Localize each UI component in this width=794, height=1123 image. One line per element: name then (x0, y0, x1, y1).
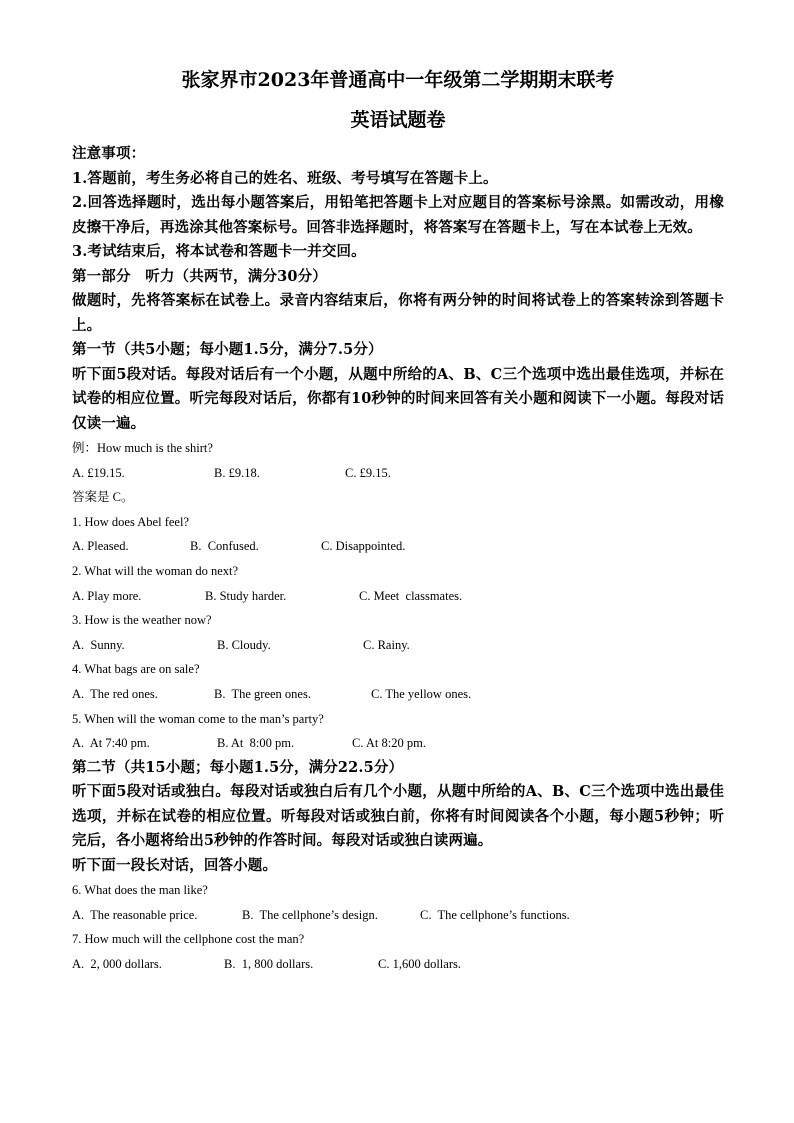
example-answer: 答案是 C。 (72, 490, 134, 505)
q6-option-b: B. The cellphone’s design. (242, 907, 378, 922)
q5-option-c: C. At 8:20 pm. (352, 736, 426, 751)
section2-intro: 听下面5段对话或独白。每段对话或独白后有几个小题，从题中所给的A、B、C三个选项中选出最佳选项，并标在试卷的相应位置。听每段对话或独白前，你将有时间阅读各个小题，每小题5秒钟；听完后，各小题将给出5秒钟的作答时间。每段对话或独白读两遍。 (72, 783, 724, 850)
notice-item-2: 2.回答选择题时，选出每小题答案后，用铅笔把答题卡上对应题目的答案标号涂黑。如需改动，用橡皮擦干净后，再选涂其他答案标号。回答非选择题时，将答案写在答题卡上，写在本试卷上无效。 (72, 194, 724, 236)
q1-option-a: A. Pleased. (72, 539, 129, 554)
exam-subtitle: 英语试题卷 (350, 109, 446, 131)
notice-item-3: 3.考试结束后，将本试卷和答题卡一并交回。 (72, 243, 366, 260)
part1-intro: 做题时，先将答案标在试卷上。录音内容结束后，你将有两分钟的时间将试卷上的答案转涂到答题卡上。 (72, 292, 724, 334)
q1-option-b: B. Confused. (190, 539, 259, 554)
q3-option-c: C. Rainy. (363, 637, 410, 652)
q4-option-a: A. The red ones. (72, 686, 158, 701)
exam-page (72, 66, 724, 977)
example-question: 例：How much is the shirt? (72, 441, 213, 455)
example-option-a: A. £19.15. (72, 465, 125, 480)
section2-block (72, 756, 724, 977)
q4-option-c: C. The yellow ones. (371, 686, 472, 701)
exam-title: 张家界市2023年普通高中一年级第二学期期末联考 (181, 69, 615, 91)
q5-option-a: A. At 7:40 pm. (72, 736, 150, 751)
part1-heading: 第一部分 听力（共两节，满分30分） (72, 267, 327, 285)
question-6-options (72, 903, 724, 928)
question-2: 2. What will the woman do next? (72, 563, 239, 578)
question-4-options (72, 682, 724, 707)
question-6: 6. What does the man like? (72, 883, 208, 898)
question-1-options (72, 534, 724, 559)
q2-option-c: C. Meet classmates. (359, 588, 463, 603)
example-options (72, 461, 724, 486)
notice-block (72, 142, 724, 265)
notice-item-1: 1.答题前，考生务必将自己的姓名、班级、考号填写在答题卡上。 (72, 169, 498, 187)
q6-option-a: A. The reasonable price. (72, 907, 198, 922)
question-3: 3. How is the weather now? (72, 613, 212, 628)
section1-intro: 听下面5段对话。每段对话后有一个小题，从题中所给的A、B、C三个选项中选出最佳选项，并标在试卷的相应位置。听完每段对话后，你都有10秒钟的时间来回答有关小题和阅读下一小题。每段对话仅读一遍。 (72, 365, 724, 432)
section2-heading: 第二节（共15小题；每小题1.5分，满分22.5分） (72, 758, 404, 776)
q4-option-b: B. The green ones. (214, 686, 311, 701)
q2-option-a: A. Play more. (72, 588, 142, 603)
question-7: 7. How much will the cellphone cost the man? (72, 932, 305, 947)
q1-option-c: C. Disappointed. (321, 539, 406, 554)
question-2-options (72, 584, 724, 609)
q3-option-a: A. Sunny. (72, 637, 125, 652)
section1-heading: 第一节（共5小题；每小题1.5分，满分7.5分） (72, 341, 383, 358)
q7-option-c: C. 1,600 dollars. (378, 957, 461, 971)
question-7-options (72, 952, 724, 977)
q7-option-a: A. 2, 000 dollars. (72, 957, 162, 971)
question-1: 1. How does Abel feel? (72, 514, 189, 529)
q6-option-c: C. The cellphone’s functions. (420, 907, 570, 922)
example-option-c: C. £9.15. (345, 465, 391, 480)
q3-option-b: B. Cloudy. (217, 637, 271, 652)
section1-block (72, 338, 724, 756)
question-5-options (72, 731, 724, 756)
part1-block (72, 265, 724, 339)
q2-option-b: B. Study harder. (205, 588, 287, 603)
notice-heading: 注意事项： (72, 145, 146, 162)
example-option-b: B. £9.18. (214, 465, 260, 480)
q7-option-b: B. 1, 800 dollars. (224, 957, 314, 971)
q5-option-b: B. At 8:00 pm. (217, 736, 295, 751)
question-5: 5. When will the woman come to the man’s party? (72, 711, 324, 726)
question-4: 4. What bags are on sale? (72, 662, 200, 677)
section2-lead: 听下面一段长对话，回答小题。 (72, 856, 278, 874)
question-3-options (72, 633, 724, 658)
